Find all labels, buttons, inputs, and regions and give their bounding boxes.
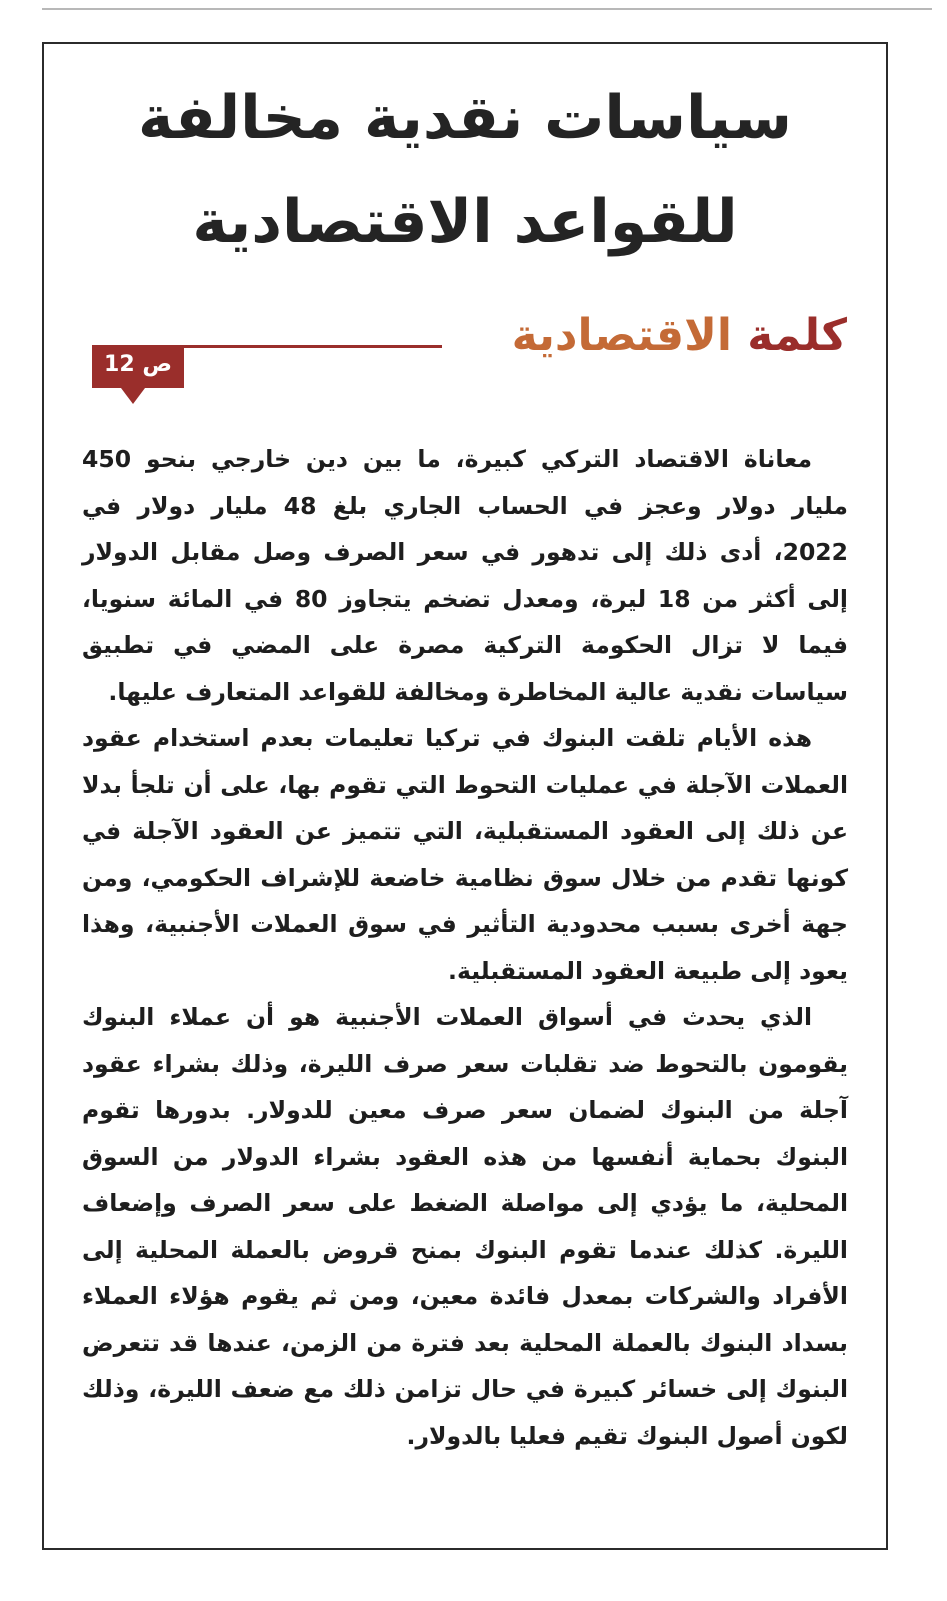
article-paragraph: معاناة الاقتصاد التركي كبيرة، ما بين دين خارجي بنحو 450 مليار دولار وعجز في الحساب الجاري بلغ 48 مليار دولار في 2022، أدى ذلك إلى تدهور في سعر الصرف وصل مقابل الدولار إلى أكثر من 18 ليرة، ومعدل تضخم يتجاوز 80 في المائة سنويا، فيما لا تزال الحكومة التركية مصرة على المضي في تطبيق سياسات نقدية عالية المخاطرة ومخالفة للقواعد المتعارف عليها.: [82, 445, 848, 706]
article-paragraph: هذه الأيام تلقت البنوك في تركيا تعليمات بعدم استخدام عقود العملات الآجلة في عمليات التحوط التي تقوم بها، على أن تلجأ بدلا عن ذلك إلى العقود المستقبلية، التي تتميز عن العقود الآجلة في كونها تقدم من خلال سوق نظامية خاضعة للإشراف الحكومي، ومن جهة أخرى بسبب محدودية التأثير في سوق العملات الأجنبية، وهذا يعود إلى طبيعة العقود المستقبلية.: [82, 724, 848, 985]
page-reference-badge: ص 12: [92, 345, 184, 388]
column-title: [512, 304, 847, 368]
top-divider: [42, 8, 932, 10]
headline: سياسات نقدية مخالفة للقواعد الاقتصادية: [138, 83, 792, 257]
article-paragraph: الذي يحدث في أسواق العملات الأجنبية هو أن عملاء البنوك يقومون بالتحوط ضد تقلبات سعر صرف الليرة، وذلك بشراء عقود آجلة من البنوك لضمان سعر صرف معين للدولار. بدورها تقوم البنوك بحماية أنفسها من هذه العقود بشراء الدولار من السوق المحلية، ما يؤدي إلى مواصلة الضغط على سعر الصرف وإضعاف الليرة. كذلك عندما تقوم البنوك بمنح قروض بالعملة المحلية إلى الأفراد والشركات بمعدل فائدة معين، ومن ثم يقوم هؤلاء العملاء بسداد البنوك بالعملة المحلية بعد فترة من الزمن، عندها قد تتعرض البنوك إلى خسائر كبيرة في حال تزامن ذلك مع ضعف الليرة، وذلك لكون أصول البنوك تقيم فعليا بالدولار.: [82, 1003, 848, 1450]
column-title-word1: كلمة: [747, 310, 847, 361]
column-title-word2: الاقتصادية: [511, 310, 732, 361]
page-badge-pointer: [121, 388, 145, 404]
article-body: [82, 436, 848, 1459]
